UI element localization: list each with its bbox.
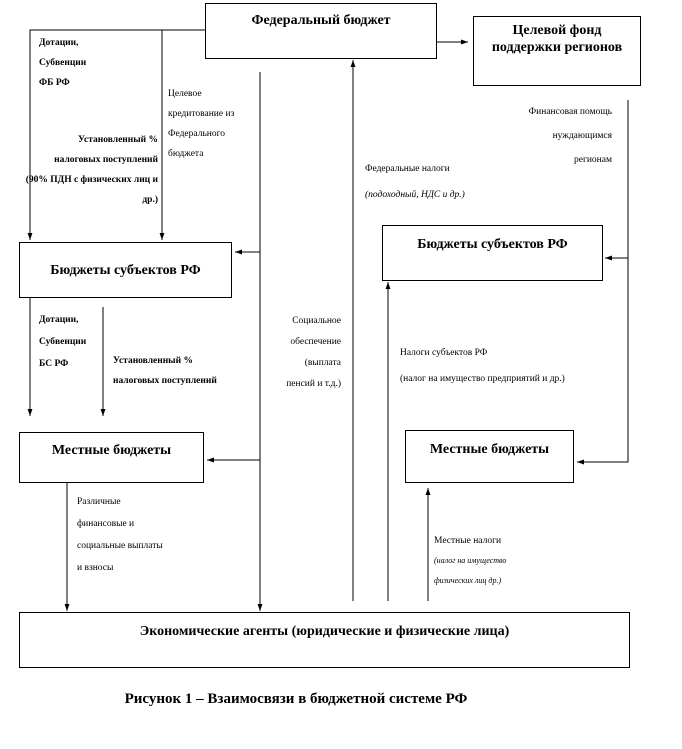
target-credit-label: [168, 84, 234, 164]
federal-taxes-title: Федеральные налоги: [365, 164, 450, 174]
fb-transfers-line: ФБ РФ: [39, 78, 70, 88]
regional-budgets-left-box: [19, 242, 232, 298]
regional-budgets-right-title: Бюджеты субъектов РФ: [417, 237, 568, 252]
local-budgets-right-box: [405, 430, 574, 483]
economic-agents-box: [19, 612, 630, 668]
target-fund-title-1: Целевой фонд: [512, 23, 602, 38]
local-budgets-right-title: Местные бюджеты: [429, 442, 550, 457]
fund-aid-line: нуждающимся: [552, 131, 612, 141]
social-security-line: (выплата: [304, 358, 341, 368]
fund-aid-line: Финансовая помощь: [528, 107, 612, 117]
arrow-fund-aid-local: [577, 258, 628, 462]
bs-tax-share-line: налоговых поступлений: [113, 376, 217, 386]
local-payments-line: финансовые и: [77, 519, 135, 529]
fb-transfers-label: [39, 33, 86, 93]
local-payments-line: социальные выплаты: [77, 541, 163, 551]
economic-agents-title: Экономические агенты (юридические и физические лица): [139, 624, 510, 639]
regional-budgets-right-box: [382, 225, 603, 281]
regional-taxes-label: [400, 340, 565, 392]
federal-taxes-note: (подоходный, НДС и др.): [365, 190, 465, 200]
target-credit-line: Федерального: [168, 129, 226, 139]
bs-tax-share-line: Установленный %: [113, 356, 193, 366]
social-security-line: пенсий и т.д.): [286, 379, 341, 389]
fund-aid-line: регионам: [573, 155, 612, 165]
target-credit-line: Целевое: [168, 89, 202, 99]
social-security-line: обеспечение: [290, 337, 341, 347]
local-taxes-label: [434, 531, 506, 591]
fund-aid-label: [529, 100, 612, 172]
bs-transfers-line: Дотации,: [39, 315, 79, 325]
local-taxes-note: (налог на имущество: [434, 556, 507, 565]
fb-tax-share-line: налоговых поступлений: [54, 155, 158, 165]
fb-transfers-line: Субвенции: [39, 58, 87, 68]
bs-transfers-label: [39, 309, 86, 375]
arrow-target-credit: [235, 72, 260, 252]
target-fund-box: [473, 16, 641, 86]
regional-taxes-title: Налоги субъектов РФ: [400, 348, 488, 358]
local-payments-label: [77, 491, 163, 579]
fb-tax-share-line: (90% ПДН с физических лиц и: [25, 175, 158, 185]
bs-transfers-line: Субвенции: [39, 337, 87, 347]
regional-taxes-note: (налог на имущество предприятий и др.): [400, 374, 565, 384]
local-taxes-title: Местные налоги: [434, 536, 502, 546]
target-fund-title-2: поддержки регионов: [491, 40, 623, 55]
regional-budgets-left-title: Бюджеты субъектов РФ: [50, 262, 201, 278]
target-credit-line: кредитование из: [168, 109, 235, 119]
bs-transfers-line: БС РФ: [39, 359, 69, 369]
federal-taxes-label: [365, 156, 465, 208]
figure-caption: Рисунок 1 – Взаимосвязи в бюджетной системе РФ: [124, 691, 468, 707]
fb-tax-share-label: [26, 130, 158, 210]
federal-budget-title: Федеральный бюджет: [251, 13, 391, 28]
bs-tax-share-label: [113, 351, 217, 391]
local-budgets-left-title: Местные бюджеты: [51, 443, 172, 458]
target-credit-line: бюджета: [168, 149, 204, 159]
social-security-label: [286, 311, 341, 395]
local-payments-line: и взносы: [77, 563, 114, 573]
social-security-line: Социальное: [292, 316, 341, 326]
fb-tax-share-line: Установленный %: [78, 135, 158, 145]
local-payments-line: Различные: [77, 497, 121, 507]
local-taxes-note: физических лиц др.): [434, 576, 502, 585]
fb-transfers-line: Дотации,: [39, 38, 79, 48]
fb-tax-share-line: др.): [142, 195, 158, 205]
federal-budget-box: [205, 3, 437, 59]
local-budgets-left-box: [19, 432, 204, 483]
